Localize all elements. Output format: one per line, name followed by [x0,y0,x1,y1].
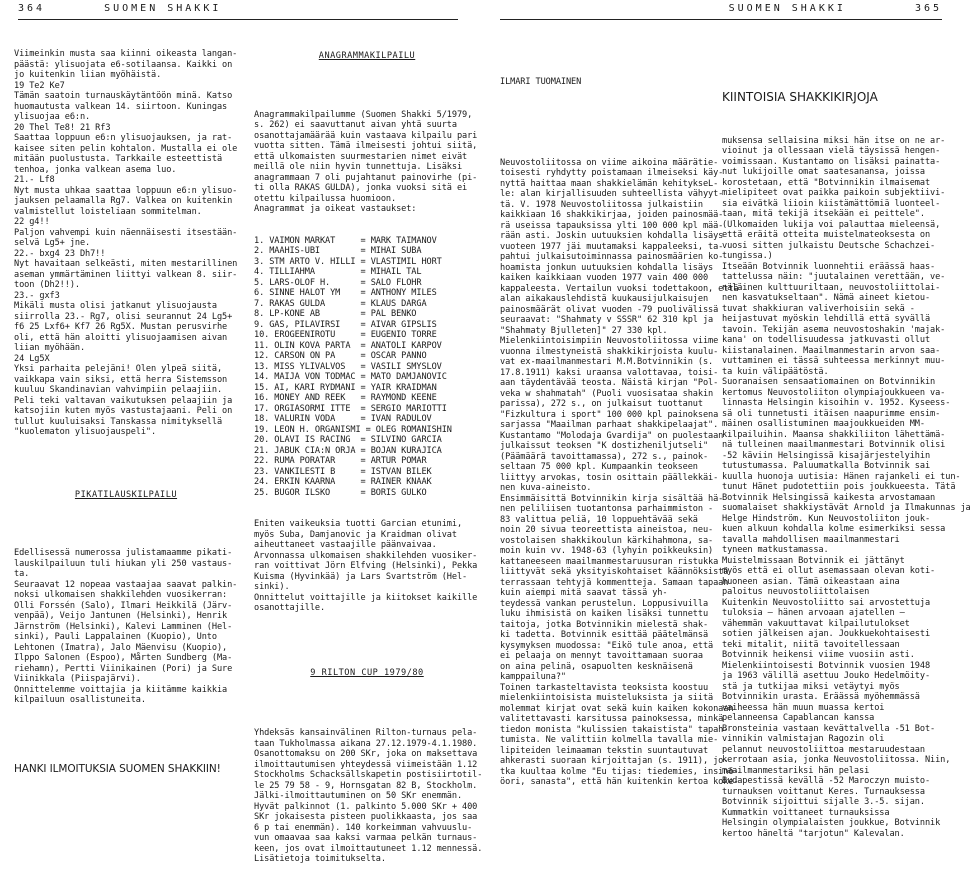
text-line: nen peliliisen tuotantonsa parhaimmiston - [500,504,714,514]
anagram-answer-line: 20. OLAVI IS RACING = SILVINO GARCIA [254,435,442,445]
anagram-answer-line: 19. LEON H. ORGANISMI = OLEG ROMANISHIN [254,424,452,435]
anagram-answer-line: 22. RUMA PORATAR = ARTUR POMAR [254,456,427,466]
text-line: Toinen tarkasteltavista teoksista koostuu [500,682,709,693]
text-line: Onnittelemme voittajia ja kiitämme kaikkia [14,684,228,695]
text-line: (Ulkomaiden lukija voi palauttaa mieleensä, [722,219,941,230]
text-line: taan Tukholmassa aikana 27.12.1979-4.1.1980. [254,738,478,749]
text-line: rä useissa tapauksissa ylti 100 000 kpl mää- [500,220,724,231]
text-line: sinki), Pauli Lappalainen (Kuopio), Unto [14,632,217,642]
text-line: otettu kilpailussa huomioon. [254,193,397,204]
anagram-answer-line: 8. LP-KONE AB = PAL BENKO [254,309,417,319]
text-line: jo kuitenkin liian myöhäistä. [14,70,162,80]
text-line: aseman ymmärtäminen liittyi valkean 8. siir- [14,269,238,280]
text-line: kuen alkuun kohdalla kolme esimerkiksi sessa [722,524,946,534]
text-line: kaisee siten pelin kohtalon. Mustalla ei ole [14,143,238,154]
text-line: valitettavasti karsitussa painoksessa, minkä [500,714,724,724]
text-line: 19 Te2 Ke7 [14,80,65,91]
text-line: selvä Lg5+ jne. [14,238,91,248]
text-line: kappaleesta. Vertailun vuoksi todettakoon, että [500,283,739,294]
text-line: ahkerasti suoraan kirjoittajan (s. 1911), jo- [500,756,729,766]
text-line: Kummatkin voittaneet turnauksissa [722,807,890,818]
text-line: vioinut ja ollessaan vielä täysissä hengen- [722,146,941,156]
text-line: myös Suba, Damjanovic ja Kraidman olivat [254,529,457,540]
anagram-answer-line: 5. LARS-OLOF H. = SALO FLOHR [254,277,422,288]
text-line: muksensa sellaisina miksi hän itse on ne ar- [722,135,946,146]
text-line: vuonna ilmestyneistä shakkikirjoista kuulu- [500,346,719,357]
anagram-answer-line: 12. CARSON ON PA = OSCAR PANNO [254,351,427,361]
text-line: terrassaan tehtyjä kommentteja. Samaan tapaan [500,577,729,588]
anagram-heading: ANAGRAMMAKILPAILU [318,51,416,61]
text-line: vuotta sitten. Tämä ilmeisesti johtui siitä, [254,141,478,151]
text-line: vuoteen 1977 jäi muutamaksi kappaleeksi, ta- [500,241,724,252]
text-line: heijastuvat myöskin lehdillä että syvällä [722,314,931,324]
text-line: nen kasvatukseltaan". Nämä aineet kietou- [722,293,931,303]
right-running-title: SUOMEN SHAKKI [728,3,846,14]
text-line: kertomus Neuvostoliiton olympiajoukkueen va- [722,387,946,398]
text-line: Ensimmäisittä Botvinnikin kirja sisältää hä- [500,493,724,504]
text-line: Kustantamo "Molodaja Gvardija" on puolestaan [500,430,724,441]
article-text-right [722,135,971,840]
text-line: taitoja, jotka Botvinnikin mielestä shak- [500,619,709,630]
text-line: sinki). [254,582,290,592]
column-3 [500,28,739,787]
text-line: 22 g4!! [14,217,50,227]
text-line: Botvinnik Helsingissä kaikesta arvostamaan [722,492,936,503]
text-line: vuosi sitten julkaistu Deutsche Schachzei- [722,240,936,251]
text-line: sä oli tunnetusti itäisen naapurimme ensim- [722,408,941,419]
text-line: taan, mitä tekijä itsekään ei peittele". [722,209,925,219]
text-line: huomautusta valkean 14. siirtoon. Kuningas [14,101,228,112]
text-line: pelannut neuvostoliittoa mestaruudestaan [722,744,925,755]
text-line: "kuolematon ylisuojauspeli". [14,427,157,437]
text-line: on aina pelinä, osapuolten kesknäisenä [500,661,693,672]
text-line: pahtui julkaisutoiminnassa painosmäärien ko- [500,252,724,262]
right-header-rule [500,19,942,20]
text-line: maailmanmestariksi hän pelasi [722,765,870,776]
text-line: noksi ulkomaisen shakkilehden vuosikerran: [14,590,228,600]
text-line: että ulkomaisten suurmestarien nimet eivät [254,151,468,162]
left-page-number: 364 [18,3,46,14]
text-line: osanottajamäärää kuin vastaava kilpailu pari [254,130,478,141]
text-line: Yksi parhaita pelejäni! Olen ylpeä siitä, [14,364,223,374]
text-line: Eniten vaikeuksia tuotti Garcian etunimi, [254,519,463,529]
text-line: Itseään Botvinnik luonnehtii eräässä haas- [722,261,936,272]
text-line: 17.8.1911) kaksi uraansa valottavaa, toisi- [500,367,719,378]
text-line: mielenkiintoisista muisteluksista ja siitä [500,693,714,703]
text-line: Hyvät palkinnot (1. palkinto 5.000 SKr + 400 [254,801,478,812]
text-line: Bronsteinia vastaan kevättalvella -51 Bot- [722,723,936,734]
text-line: suomalaiset shakkiystävät Arnold ja Ilmakunnas ja [722,503,971,513]
text-line: näläinen kulttuuriltaan, neuvostoliittolai- [722,282,941,293]
text-line: ei pelaaja on mennyt tavoittamaan suoraa [500,651,703,661]
text-line: tuvat shakkiuran valiverhoisiin sekä - [722,303,915,314]
anagram-answer-line: 15. AI, KARI RYDMANI = YAIR KRAIDMAN [254,382,437,393]
anagram-answer-line: 25. BUGOR ILSKO = BORIS GULKO [254,487,427,498]
text-line: seuraavat: "Shahmaty v SSSR" 62 310 kpl ja [500,315,714,325]
text-line: katsojiin kuten myös vastustajaani. Peli on [14,406,233,416]
text-line: sotien jälkeisen ajan. Joukkuekohtaisesti [722,629,931,639]
text-line: Helge Hindström. Kun Neuvostoliiton jouk- [722,513,931,524]
text-line: ilmoittautumisen yhteydessä viimeistään 1.12 [254,759,478,770]
text-line: toon (Dh2!!). [14,280,80,290]
text-line: Tämän saatoin turnauskäytäntöön minä. Katso [14,91,233,101]
text-line: Mikäli musta olisi jatkanut ylisuojausta [14,301,217,311]
text-line: kaiken kaikkiaan vuoden 1977 vain 400 000 [500,273,709,283]
text-line: kerrotaan asia, jonka Neuvostoliitossa. Niin, [722,755,951,765]
text-line: nyttä haittaa maan shakkielämän kehitykseL- [500,178,719,189]
text-line: nut lukijoille omat saatesanansa, joissa [722,167,925,177]
text-line: Peli teki valtavan vaikutuksen pelaajiin ja [14,395,233,406]
text-line: Nyt havaitaan selkeästi, miten mestarillinen [14,259,238,269]
text-line: aiheuttaneet vastaajille päänvaivaa. [254,540,437,550]
anagram-answer-line: 2. MAAHIS-UBI = MIHAI SUBA [254,246,422,256]
article-title: KIINTOISIA SHAKKIKIRJOJA [722,90,878,104]
anagram-answer-line: 23. VANKILESTI B = ISTVAN BILEK [254,466,432,477]
text-line: SKr jokaisesta pisteen puolikkaasta, jos saa [254,812,478,822]
text-line: Muistelmissaan Botvinnik ei jättänyt [722,555,905,566]
text-line: Yhdeksäs kansainvälinen Rilton-turnaus pela- [254,728,478,738]
text-line: 24 Lg5X [14,353,50,364]
text-line: liittyy arvokas, tosin osittain päällekkäi- [500,472,719,483]
anagram-answer-line: 14. MAIJA VON TODMAC = MATO DAMJANOVIC [254,372,447,382]
text-line: kysymyksen muodossa: "Eikö tule anoa, että [500,640,714,651]
text-line: tungissa.) [722,251,773,261]
text-line: Botvinnikin urasta. Eräässä myöhemmässä [722,692,920,702]
text-line: Botvinnik sijoittui sijalle 3.-5. sijan. [722,797,925,807]
text-line: turnauksen voittanut Keres. Turnauksessa [722,786,925,797]
text-line: Anagrammakilpailumme (Suomen Shakki 5/1979, [254,109,473,120]
column-4 [722,28,971,839]
text-line: Viimeinkin musta saa kiinni oikeasta langan- [14,49,238,59]
left-running-title: SUOMEN SHAKKI [104,3,222,14]
text-line: Saattaa loppuun e6:n ylisuojauksen, ja rat- [14,133,233,143]
text-line: -52 käviin Helsingissä kisajärjestelyihin [722,450,931,461]
text-line: moin kuin vv. 1948-63 (lyhyin poikkeuksin) [500,546,714,556]
text-line: mielipiteet ovat paikka paikoin subjektiivi- [722,188,946,198]
advert-title: HANKI ILMOITUKSIA SUOMEN SHAKKIIN! [14,762,221,775]
anagram-answer-line: 3. STM ARTO V. HILLI = VLASTIMIL HORT [254,256,442,267]
text-line: siirrolla 23.- Rg7, olisi seurannut 24 Lg5+ [14,311,233,322]
text-line: Onnittelut voittajille ja kiitokset kaikille [254,592,478,603]
text-line: Olli Forssén (Salo), Ilmari Heikkilä (Järv- [14,600,233,611]
text-line: julkaissut teoksen "K dostizheniljutseli" [500,441,709,451]
text-line: sia eivätkä liioin kiistämättömiä luonteel- [722,198,941,209]
text-line: molemmat kirjat ovat sekä kuin kaiken kokonaan [500,703,734,714]
text-line: teki mitalit, niitä tavoitellessaan [722,639,900,650]
text-line: myös että ei ollut asemassaan olevan koti- [722,566,936,576]
text-line: Osanottomaksu on 200 SKr, joka on maksettava [254,749,478,759]
text-line: tyneen matkustamassa. [722,545,829,555]
text-line: tuloksia – hänen arvoaan ajatellen – [722,608,905,618]
text-line: että eräitä otteita muistelmateoksesta on [722,230,931,240]
text-line: (Päämäärä tavoittamassa), 272 s., painok- [500,451,709,462]
text-line: le 25 79 58 - 9, Hornsgatan 82 B, Stockholm. [254,780,478,791]
text-line: Kuisma (Hyvinkää) ja Lars Svartström (Hel- [254,571,468,582]
text-line: 23.- gxf3 [14,290,60,301]
anagram-answer-line: 6. SINNE HALOT YM = ANTHONY MILES [254,288,437,298]
text-line: jauksen pelaamalla Rg7. Valkea on kuitenkin [14,196,233,206]
column-2 [254,28,483,864]
text-line: kamppailuna?" [500,672,566,682]
text-line: ylisuojaa e6:n. [14,112,91,122]
rilton-heading: 9 RILTON CUP 1979/80 [310,667,424,678]
text-line: tattelussa näin: "juutalainen verettään, ve- [722,272,946,282]
text-line: meillä ole niin hyvin tunnettuja. Lisäksi [254,162,463,172]
right-page-number: 365 [914,3,942,14]
text-line: mäinen osallistuminen maajoukkueiden MM- [722,419,925,429]
text-line: liian myöhään. [14,343,86,353]
text-line: tiedon monista "kulissien takaistista" tapah- [500,724,729,735]
text-line: kiistanalainen. Maailmanmestarin arvon saa- [722,345,941,356]
text-line: 22.- bxg4 23 Dh7!! [14,248,106,259]
text-line: ta kuin välipäätöstä. [722,366,829,377]
text-line: Seuraavat 12 nopeaa vastaajaa saavat palkin- [14,579,238,590]
text-line: riehamn), Pertti Viinikainen (Pori) ja Sure [14,663,233,674]
text-line: kertoo häneltä "tarjotun" Kalevalan. [722,828,905,839]
text-line: liittyvät sekä yksityiskohtaiset käännöksistä [500,567,729,577]
text-line: vinnikin valmistajan Ragozin oli [722,734,885,744]
anagram-answer-line: 17. ORGIASORMI ITTE = SERGIO MARIOTTI [254,403,447,414]
anagram-answer-line: 7. RAKAS GULDA = KLAUS DARGA [254,298,427,309]
text-line: vuttaminen ei tässä suhteessa merkinnyt muu- [722,356,946,366]
text-line: huoneen asian. Tämä oikeastaan aina [722,576,900,587]
text-line: veka w shahmatah" (Puoli vuosisataa shakin [500,388,714,399]
text-line: ran voittivat Jörn Elfving (Helsinki), Pekka [254,561,478,571]
text-line: ki tadetta. Botvinnik esittää päätelmänsä [500,630,709,640]
text-line: öori, sanasta", että hän kuitenkin kertoa koke- [500,777,739,787]
text-line: Helsingin olympialaisten joukkue, Botvinnik [722,818,941,828]
anagram-answer-line: 11. OLIN KOVA PARTA = ANATOLI KARPOV [254,340,442,351]
anagram-answer-line: 13. MISS YLIVALVOS = VASILI SMYSLOV [254,361,442,372]
text-line: Jälki-ilmoittautuminen on 50 SKr enemmän. [254,791,463,801]
text-line: vähemmän vakuuttavat kilpailutulokset [722,618,910,629]
text-line: nä tulleinen maailmanmestari Botvinnik olisi [722,440,946,450]
text-line: le: alan kirjallisuuden suhteellista vähyyt- [500,189,724,199]
text-line: vaiheessa hän muun muassa kertoi [722,702,885,713]
text-line: Paljon vahvempi kuin näennäisesti itsestään- [14,227,238,238]
text-line: kuulla huonoja uutisia: Hänen rajankeli ei tun- [722,471,961,482]
text-line: lauskilpailuun tuli hiukan yli 250 vastaus- [14,558,233,569]
text-line: s. 262) ei saavuttanut aivan yhtä suurta [254,120,457,130]
text-line: tä. V. 1978 Neuvostoliitossa julkaistiin [500,199,703,210]
text-line: oli, että hän aloitti ylisuojaamisen aivan [14,332,228,343]
text-line: lipiteiden leimaaman tekstin suuntautuvat [500,745,709,756]
text-line: tka kuultaa kolme "Eu tijas: tiedemies, insinö- [500,766,739,777]
text-line: valmistellut loisteliaan sommitelman. [14,206,202,217]
anagram-answer-line: 9. GAS, PILAVIRSI = AIVAR GIPSLIS [254,319,437,330]
text-line: kilpailuun osallistuneita. [14,695,146,705]
text-line: ta. [14,569,30,579]
text-line: nen kuva-aineisto. [500,483,592,493]
text-line: Botvinnik heikensi viime vuosiin asti. [722,650,915,660]
anagram-answer-line: 24. ERKIN KAARNA = RAINER KNAAK [254,477,432,487]
text-line: Suoranaisen sensaatiomainen on Botvinnikin [722,377,936,387]
text-line: korostetaan, että "Botvinnikin ilmaisemat [722,177,931,188]
pikatilaus-heading: PIKATILAUSKILPAILU [74,489,178,500]
text-line: tumista. Ne valittiin kolmella tavalla mie- [500,735,719,745]
text-line: Edellisessä numerossa julistamaamme pikati- [14,548,233,558]
text-line: tullut kuuluisaksi Tanskassa nimityksellä [14,416,223,427]
text-line: voimissaan. Kustantamo on lisäksi painatta- [722,156,941,167]
text-line: tunut Hänet pudotettiin pois joukkueesta. Tätä [722,482,956,492]
text-line: 6 p tai enemmän). 140 korkeimman vahvuuslu- [254,822,473,833]
game-annotation-text [14,49,238,438]
text-line: luku ihmisistä on kaiken lisäksi tunnettu [500,609,709,619]
text-line: sarjassa "Maailman parhaat shakkipelaajat". [500,420,719,430]
text-line: tenhoa, jonka valkean asema luo. [14,164,177,175]
text-line: Stockholms Schacksällskapetin postisiirtotil- [254,770,483,780]
text-line: f6 25 Lxf6+ Kf7 26 Rg5X. Mustan perusvirhe [14,322,228,332]
text-line: "Shahmaty Bjulleten]" 27 330 kpl. [500,325,668,336]
text-line: osanottajille. [254,603,326,613]
text-line: tavoin. Tekijän asema neuvostoshakin 'majak- [722,324,946,335]
text-line: Arvonnassa ulkomaisen shakkilehden vuosiker- [254,550,478,561]
text-line: kuin aiempi mitä saavat tässä yh- [500,588,668,598]
text-line: painosmäärät olivat vuoden -79 puolivälissä [500,304,719,315]
text-line: ja 1963 välillä asettuu Jouko Hedelmöity- [722,671,931,681]
text-line: Kuitenkin Neuvostoliitto sai arvostettuja [722,597,931,608]
text-line: pelanneensa Capablancan kanssa [722,713,875,723]
text-line: Anagrammat ja oikeat vastaukset: [254,204,417,214]
article-text-left [500,157,739,788]
text-line: "Fizkultura i sport" 100 000 kpl painoksena [500,409,719,420]
text-line: kilpailuihin. Maansa shakkiliiton lähettämä- [722,429,946,440]
text-line: tavalla mahdollisen maailmanmestari [722,534,900,545]
text-line: kana' on todellisuudessa jatkuvasti ollut [722,335,931,345]
text-line: tutustumassa. Paluumatkalla Botvinnik sai [722,461,931,471]
text-line: alan aikakauslehdistä kuukausijulkaisujen [500,294,709,304]
text-line: vat ex-maailmanmestari M.M.Botvinnikin (s. [500,357,714,367]
text-line: toisesti ryhdytty poistamaan ilmeiseksi käy- [500,168,724,178]
anagram-outro [254,519,480,614]
text-line: paloitus neuvostoliittolaisen [722,587,870,597]
text-line: noin 20 sivua teoreettista aineistoa, neu- [500,525,714,535]
anagram-answer-line: 16. MONEY AND REEK = RAYMOND KEENE [254,393,437,403]
text-line: kuuluu Skandinavian vahvimpiin pelaajiin. [14,385,223,395]
text-line: linnasta Helsingin kisoihin v. 1952. Kyseess- [722,398,951,408]
text-line: kaikkiaan 16 shakkikirjaa, joiden painosmää- [500,210,724,220]
text-line: parissa), 272 s., on julkaisut tuottanut [500,399,703,409]
anagram-intro [254,110,480,215]
text-line: 83 valittua peliä, 10 loppuehtävää sekä [500,514,698,525]
anagram-answer-line: 21. JABUK CIA:N ORJA = BOJAN KURAJICA [254,445,442,456]
text-line: rään asti. Joskin uutuuksien kohdalla lisäys [500,231,724,241]
left-header-rule [18,19,458,20]
text-line: Lisätietoja toimitukselta. [254,854,386,864]
text-line: anagrammaan 7 oli pujahtanut painovirhe (pi- [254,172,478,183]
article-author: ILMARI TUOMAINEN [500,77,582,87]
text-line: Mielenkiintoisesti Botvinnik vuosien 1948 [722,660,931,671]
text-line: päästä: ylisuojata e6-sotilaansa. Kaikki on [14,59,233,70]
anagram-answers [254,236,480,499]
text-line: ti olla RAKAS GULDA), jonka vuoksi sitä ei [254,183,468,193]
text-line: Ilppo Salonen (Espoo), Mårten Sundberg (Ma- [14,653,233,663]
anagram-answer-line: 10. EROGEENIROTU = EUGENIO TORRE [254,330,437,340]
text-line: 20 Thel Te8! 21 Rf3 [14,122,111,133]
text-line: stä ja tutkijaa miksi vetäytyi myös [722,681,900,692]
text-line: Järnström (Helsinki), Kalevi Lamminen (Hel- [14,621,233,632]
column-1 [14,28,238,775]
text-line: Viinikkala (Piispajärvi). [14,674,141,684]
pikatilaus-text [14,548,238,706]
text-line: Budapestissä kevällä -52 Maroczyn muisto- [722,776,931,786]
text-line: kattaneeseen maailmanmestaruusuran ristukka [500,556,719,567]
text-line: aan täydentävää teosta. Näistä kirjan "Pol- [500,378,719,388]
text-line: Lehtonen (Imatra), Jalo Mäenvisu (Kuopio), [14,642,228,653]
text-line: vaikkapa vain siksi, että herra Sistemsson [14,374,228,385]
text-line: 21.- Lf8 [14,175,55,185]
text-line: Mielenkiintoisimpiin Neuvostoliitossa viime [500,336,719,346]
text-line: vun omaavaa saa kaksi varmaa pelkän turnaus- [254,833,478,843]
text-line: vostolaisen shakkikoulun kärkihahmona, sa- [500,535,714,546]
text-line: mitään puolustusta. Tarkkaile esteettistä [14,154,223,164]
anagram-answer-line: 18. VALURIN VODA = IVAN RADULOV [254,414,432,424]
anagram-answer-line: 1. VAIMON MARKAT = MARK TAIMANOV [254,235,437,246]
rilton-text [254,728,483,865]
text-line: seltaan 75 000 kpl. Kumpaankin teokseen [500,462,698,472]
text-line: teydessä vankan perustelun. Loppusivuilla [500,598,709,609]
anagram-answer-line: 4. TILLIAHMA = MIHAIL TAL [254,267,422,277]
text-line: venpää), Veijo Jantunen (Helsinki), Henrik [14,611,228,621]
text-line: hoamista jonkun uutuuksien kohdalla lisäys [500,262,714,273]
text-line: Neuvostoliitossa on viime aikoina määrätie- [500,157,719,168]
text-line: Nyt musta uhkaa saattaa loppuun e6:n ylisuo- [14,185,238,196]
text-line: keen, jos ovat ilmoittautuneet 1.12 mennessä. [254,843,483,854]
